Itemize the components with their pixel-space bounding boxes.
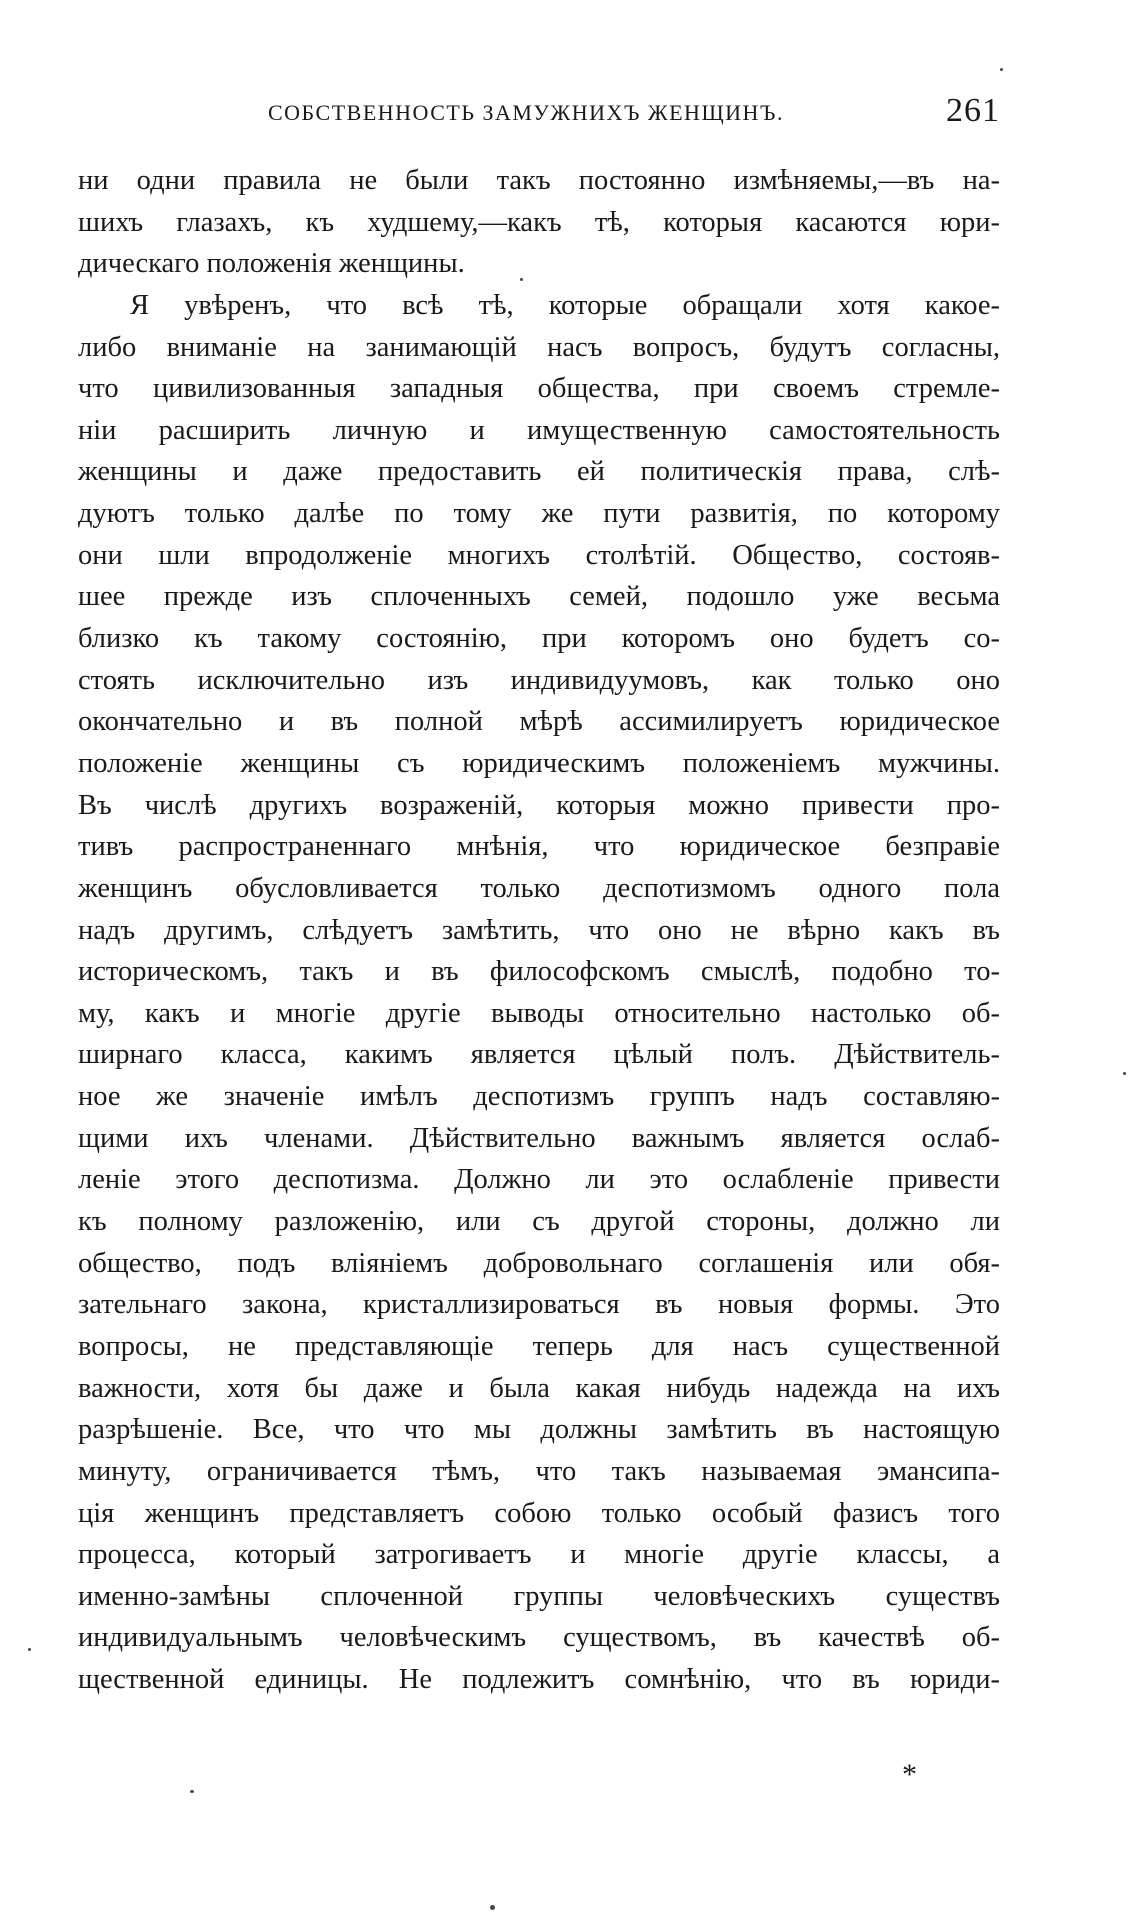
running-head bbox=[78, 92, 1000, 132]
text-line: женщинъ обусловливается только деспотизмомъ одного пола bbox=[78, 872, 1000, 904]
text-line: именно-замѣны сплоченной группы человѣческихъ существъ bbox=[78, 1580, 1000, 1612]
text-line: вопросы, не представляющіе теперь для насъ существенной bbox=[78, 1330, 1000, 1362]
print-speck bbox=[190, 1790, 194, 1793]
text-line: положеніе женщины съ юридическимъ положеніемъ мужчины. bbox=[78, 747, 1000, 779]
text-line: что цивилизованныя западныя общества, при своемъ стремле- bbox=[78, 373, 1000, 405]
text-line: разрѣшеніе. Все, что что мы должны замѣтить въ настоящую bbox=[78, 1414, 1000, 1446]
text-line: къ полному разложенію, или съ другой стороны, должно ли bbox=[78, 1206, 1000, 1238]
text-line: щими ихъ членами. Дѣйствительно важнымъ является ослаб- bbox=[78, 1122, 1000, 1154]
text-line: ніи расширить личную и имущественную самостоятельность bbox=[78, 414, 1000, 446]
text-line: общество, подъ вліяніемъ добровольнаго соглашенія или обя- bbox=[78, 1247, 1000, 1279]
print-speck bbox=[28, 1648, 31, 1651]
text-line: процесса, который затрогиваетъ и многіе другіе классы, а bbox=[78, 1539, 1000, 1571]
text-line: индивидуальнымъ человѣческимъ существомъ, въ качествѣ об- bbox=[78, 1622, 1000, 1654]
text-line: шихъ глазахъ, къ худшему,—какъ тѣ, которыя касаются юри- bbox=[78, 206, 1000, 238]
text-line: ція женщинъ представляетъ собою только особый фазисъ того bbox=[78, 1497, 1000, 1529]
text-line: ни одни правила не были такъ постоянно измѣняемы,—въ на- bbox=[78, 165, 1000, 196]
text-line: близко къ такому состоянію, при которомъ оно будетъ со- bbox=[78, 623, 1000, 655]
print-speck bbox=[1123, 1072, 1126, 1075]
text-line: ное же значеніе имѣлъ деспотизмъ группъ надъ составляю- bbox=[78, 1081, 1000, 1113]
text-line: дическаго положенія женщины. bbox=[78, 248, 465, 280]
text-line: тивъ распространеннаго мнѣнія, что юридическое безправіе bbox=[78, 831, 1000, 863]
text-line: леніе этого деспотизма. Должно ли это ослабленіе привести bbox=[78, 1164, 1000, 1196]
text-line: они шли впродолженіе многихъ столѣтій. Общество, состояв- bbox=[78, 539, 1000, 571]
running-title: СОБСТВЕННОСТЬ ЗАМУЖНИХЪ ЖЕНЩИНЪ. bbox=[268, 100, 784, 125]
text-line: зательнаго закона, кристаллизироваться въ новыя формы. Это bbox=[78, 1289, 1000, 1321]
text-line: Въ числѣ другихъ возраженій, которыя можно привести про- bbox=[78, 789, 1000, 821]
text-line: шее прежде изъ сплоченныхъ семей, подошло уже весьма bbox=[78, 581, 1000, 613]
text-line: минуту, ограничивается тѣмъ, что такъ называемая эмансипа- bbox=[78, 1455, 1000, 1487]
text-line: историческомъ, такъ и въ философскомъ смыслѣ, подобно то- bbox=[78, 956, 1000, 988]
text-line: щественной единицы. Не подлежитъ сомнѣнію, что въ юриди- bbox=[78, 1664, 1000, 1696]
text-line: женщины и даже предоставить ей политическія права, слѣ- bbox=[78, 456, 1000, 488]
text-line: стоять исключительно изъ индивидуумовъ, как только оно bbox=[78, 664, 1000, 696]
text-line: дуютъ только далѣе по тому же пути развитія, по которому bbox=[78, 498, 1000, 530]
print-speck bbox=[490, 1905, 495, 1910]
text-line: надъ другимъ, слѣдуетъ замѣтить, что оно не вѣрно какъ въ bbox=[78, 914, 1000, 946]
text-line: либо вниманіе на занимающій насъ вопросъ, будутъ согласны, bbox=[78, 331, 1000, 363]
paragraph-start-line: Я увѣренъ, что всѣ тѣ, которые обращали хотя какое- bbox=[130, 289, 1000, 321]
text-line: ширнаго класса, какимъ является цѣлый полъ. Дѣйствитель- bbox=[78, 1039, 1000, 1071]
page-number: 261 bbox=[946, 92, 1000, 129]
body-text bbox=[78, 160, 1000, 1701]
print-speck bbox=[520, 278, 523, 281]
text-line: окончательно и въ полной мѣрѣ ассимилируетъ юридическое bbox=[78, 706, 1000, 738]
text-line: му, какъ и многіе другіе выводы относительно настолько об- bbox=[78, 997, 1000, 1029]
text-line: важности, хотя бы даже и была какая нибудь надежда на ихъ bbox=[78, 1372, 1000, 1404]
signature-mark: * bbox=[902, 1758, 917, 1791]
print-speck bbox=[1000, 68, 1003, 71]
